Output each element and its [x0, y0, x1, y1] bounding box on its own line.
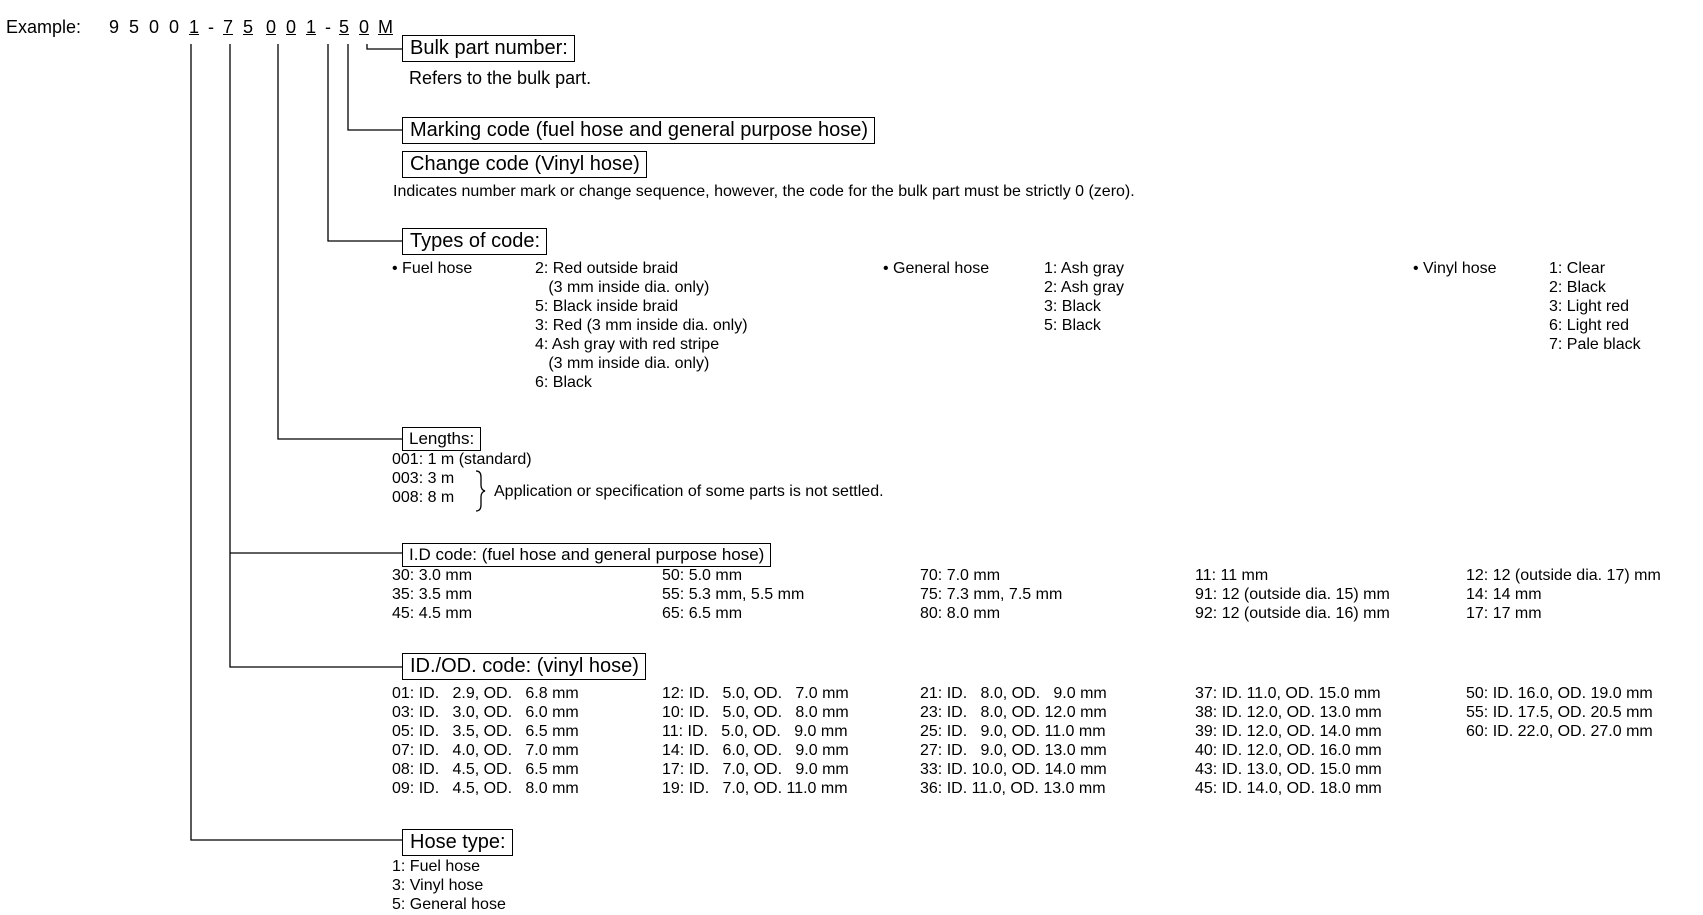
- line-idcode: [230, 44, 402, 667]
- idcode-entry: 92: 12 (outside dia. 16) mm: [1195, 605, 1390, 622]
- odcode-entry: 12: ID. 5.0, OD. 7.0 mm: [662, 685, 849, 702]
- odcode-entry: 19: ID. 7.0, OD. 11.0 mm: [662, 780, 848, 797]
- idcode-column: [920, 566, 1062, 623]
- line-types: [328, 44, 402, 241]
- idcode-entry: 55: 5.3 mm, 5.5 mm: [662, 586, 805, 603]
- idcode-entry: 12: 12 (outside dia. 17) mm: [1466, 567, 1661, 584]
- odcode-entry: 09: ID. 4.5, OD. 8.0 mm: [392, 780, 579, 797]
- fuel-color-item: 4: Ash gray with red stripe: [535, 336, 720, 353]
- part-number-char: 0: [359, 17, 370, 37]
- part-number-char: 0: [266, 17, 277, 37]
- idcode-entry: 70: 7.0 mm: [920, 567, 1001, 584]
- odcode-entry: 21: ID. 8.0, OD. 9.0 mm: [920, 685, 1107, 702]
- part-number-char: M: [378, 17, 393, 37]
- part-number-char: 5: [129, 17, 140, 37]
- general-color-item: 3: Black: [1044, 298, 1101, 315]
- bulk-title: Bulk part number:: [402, 35, 575, 62]
- line-hosetype: [191, 44, 402, 840]
- part-number-char: 0: [286, 17, 297, 37]
- line-marking: [348, 44, 402, 130]
- types-title: Types of code:: [402, 228, 547, 255]
- odcode-column: [662, 684, 849, 798]
- general-label: • General hose: [883, 260, 990, 277]
- odcode-entry: 36: ID. 11.0, OD. 13.0 mm: [920, 780, 1106, 797]
- odcode-column: [1195, 684, 1382, 798]
- hosetype-items: [392, 857, 506, 914]
- idcode-entry: 17: 17 mm: [1466, 605, 1542, 622]
- part-number-char: -: [208, 17, 214, 37]
- fuel-items: [535, 259, 748, 392]
- odcode-entry: 43: ID. 13.0, OD. 15.0 mm: [1195, 761, 1382, 778]
- part-number-char: 0: [169, 17, 180, 37]
- length-item: 008: 8 m: [392, 489, 455, 506]
- part-number-char: 1: [306, 17, 317, 37]
- idcode-title: I.D code: (fuel hose and general purpose hose): [402, 543, 771, 567]
- odcode-entry: 08: ID. 4.5, OD. 6.5 mm: [392, 761, 579, 778]
- idcode-column: [392, 566, 472, 623]
- idcode-entry: 35: 3.5 mm: [392, 586, 473, 603]
- idcode-entry: 30: 3.0 mm: [392, 567, 473, 584]
- part-number-char: 0: [149, 17, 160, 37]
- general-items: [1044, 259, 1124, 335]
- idcode-column: [662, 566, 804, 623]
- odcode-entry: 38: ID. 12.0, OD. 13.0 mm: [1195, 704, 1382, 721]
- odcode-entry: 25: ID. 9.0, OD. 11.0 mm: [920, 723, 1106, 740]
- odcode-entry: 37: ID. 11.0, OD. 15.0 mm: [1195, 685, 1381, 702]
- idcode-column: [1466, 566, 1661, 623]
- odcode-entry: 40: ID. 12.0, OD. 16.0 mm: [1195, 742, 1382, 759]
- odcode-entry: 60: ID. 22.0, OD. 27.0 mm: [1466, 723, 1653, 740]
- idcode-column: [1195, 566, 1390, 623]
- idcode-entry: 80: 8.0 mm: [920, 605, 1001, 622]
- fuel-color-item: (3 mm inside dia. only): [535, 355, 710, 372]
- line-bulk: [367, 44, 402, 49]
- vinyl-color-item: 1: Clear: [1549, 260, 1606, 277]
- part-number-char: -: [325, 17, 331, 37]
- vinyl-items: [1549, 259, 1641, 354]
- odcode-column: [920, 684, 1107, 798]
- marking-title: Marking code (fuel hose and general purpose hose): [402, 117, 875, 144]
- hosetype-item: 1: Fuel hose: [392, 858, 481, 875]
- odcode-entry: 05: ID. 3.5, OD. 6.5 mm: [392, 723, 579, 740]
- hosetype-title: Hose type:: [402, 829, 513, 856]
- odcode-entry: 23: ID. 8.0, OD. 12.0 mm: [920, 704, 1107, 721]
- odcode-entry: 45: ID. 14.0, OD. 18.0 mm: [1195, 780, 1382, 797]
- length-item: 001: 1 m (standard): [392, 451, 532, 468]
- bulk-desc: Refers to the bulk part.: [409, 68, 592, 88]
- idcode-entry: 11: 11 mm: [1195, 567, 1269, 584]
- idcode-entry: 75: 7.3 mm, 7.5 mm: [920, 586, 1063, 603]
- fuel-label: • Fuel hose: [392, 260, 473, 277]
- odcode-column: [392, 684, 579, 798]
- odcode-entry: 01: ID. 2.9, OD. 6.8 mm: [392, 685, 579, 702]
- idcode-entry: 91: 12 (outside dia. 15) mm: [1195, 586, 1390, 603]
- odcode-column: [1466, 684, 1653, 741]
- odcode-entry: 50: ID. 16.0, OD. 19.0 mm: [1466, 685, 1653, 702]
- odcode-entry: 55: ID. 17.5, OD. 20.5 mm: [1466, 704, 1653, 721]
- part-number-char: 5: [243, 17, 254, 37]
- odcode-entry: 03: ID. 3.0, OD. 6.0 mm: [392, 704, 579, 721]
- hosetype-item: 3: Vinyl hose: [392, 877, 484, 894]
- fuel-color-item: 5: Black inside braid: [535, 298, 679, 315]
- vinyl-label: • Vinyl hose: [1413, 260, 1497, 277]
- part-number-char: 7: [223, 17, 234, 37]
- idcode-entry: 45: 4.5 mm: [392, 605, 473, 622]
- lengths-note: Application or specification of some parts is not settled.: [494, 483, 884, 500]
- idcode-entry: 65: 6.5 mm: [662, 605, 743, 622]
- marking-desc: Indicates number mark or change sequence, however, the code for the bulk part must be strictly 0 (zero).: [393, 183, 1135, 200]
- vinyl-color-item: 7: Pale black: [1549, 336, 1641, 353]
- vinyl-color-item: 6: Light red: [1549, 317, 1630, 334]
- odcode-entry: 07: ID. 4.0, OD. 7.0 mm: [392, 742, 579, 759]
- hosetype-item: 5: General hose: [392, 896, 506, 913]
- general-color-item: 1: Ash gray: [1044, 260, 1125, 277]
- example-label: Example:: [6, 17, 82, 37]
- lengths-title: Lengths:: [402, 427, 481, 451]
- fuel-color-item: 2: Red outside braid: [535, 260, 679, 277]
- odcode-entry: 17: ID. 7.0, OD. 9.0 mm: [662, 761, 849, 778]
- general-color-item: 2: Ash gray: [1044, 279, 1125, 296]
- general-color-item: 5: Black: [1044, 317, 1101, 334]
- part-number-char: 5: [339, 17, 350, 37]
- odcode-entry: 11: ID. 5.0, OD. 9.0 mm: [662, 723, 848, 740]
- part-number-char: 9: [109, 17, 120, 37]
- odcode-entry: 27: ID. 9.0, OD. 13.0 mm: [920, 742, 1107, 759]
- part-number-char: 1: [189, 17, 200, 37]
- odcode-entry: 14: ID. 6.0, OD. 9.0 mm: [662, 742, 849, 759]
- odcode-entry: 39: ID. 12.0, OD. 14.0 mm: [1195, 723, 1382, 740]
- odcode-entry: 10: ID. 5.0, OD. 8.0 mm: [662, 704, 849, 721]
- length-item: 003: 3 m: [392, 470, 455, 487]
- odcode-entry: 33: ID. 10.0, OD. 14.0 mm: [920, 761, 1107, 778]
- vinyl-color-item: 3: Light red: [1549, 298, 1630, 315]
- fuel-color-item: 3: Red (3 mm inside dia. only): [535, 317, 748, 334]
- vinyl-color-item: 2: Black: [1549, 279, 1606, 296]
- odcode-title: ID./OD. code: (vinyl hose): [402, 653, 646, 680]
- fuel-color-item: (3 mm inside dia. only): [535, 279, 710, 296]
- change-title: Change code (Vinyl hose): [402, 151, 647, 178]
- idcode-entry: 14: 14 mm: [1466, 586, 1542, 603]
- fuel-color-item: 6: Black: [535, 374, 592, 391]
- idcode-entry: 50: 5.0 mm: [662, 567, 743, 584]
